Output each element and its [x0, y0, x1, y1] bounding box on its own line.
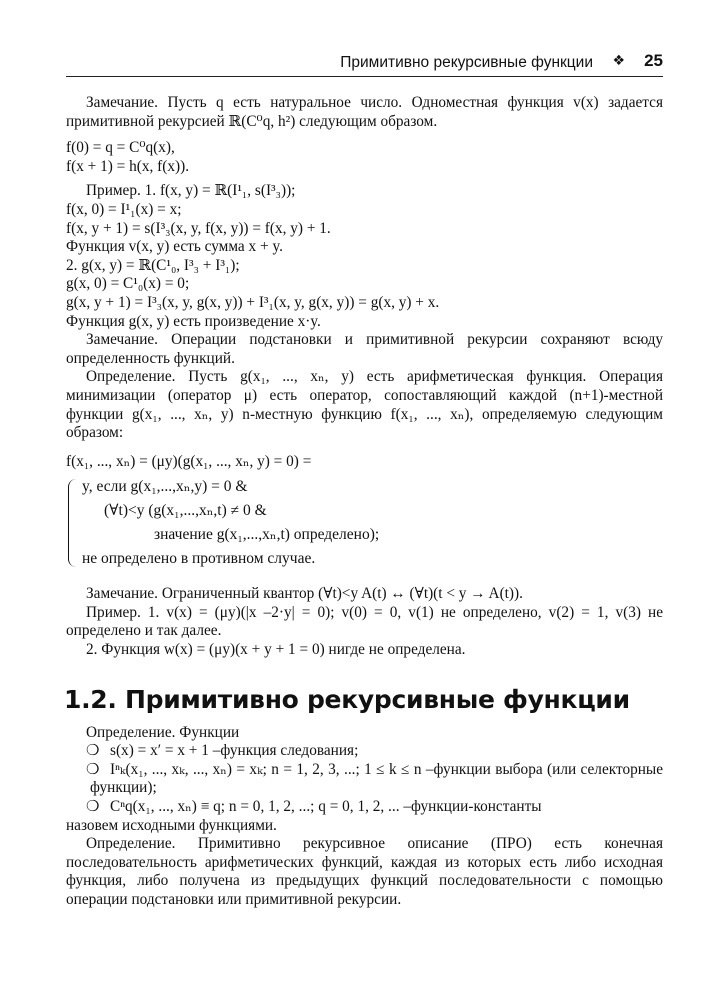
case-line: значение g(x₁,...,xₙ,t) определено); — [154, 526, 380, 544]
running-title: Примитивно рекурсивные функции — [340, 54, 593, 71]
remark-paragraph: Замечание. Пусть q есть натуральное число. Одноместная функция v(x) задается примитивной рекурсией ℝ(C⁰q, h²) следующим образом. — [66, 94, 663, 130]
list-item-text: Cⁿq(x₁, ..., xₙ) ≡ q; n = 0, 1, 2, ...; q = 0, 1, 2, ... –функции-константы — [110, 798, 542, 816]
formula-line: f(x, 0) = I¹₁(x) = x; — [66, 200, 182, 218]
recursion-block — [66, 139, 663, 176]
left-brace — [68, 479, 79, 567]
bullet-icon: ❍ — [86, 799, 100, 816]
definition-heading: Определение. Функции — [86, 723, 240, 741]
list-item-text: s(x) = x′ = x + 1 –функция следования; — [110, 742, 359, 760]
definition-paragraph: Определение. Примитивно рекурсивное описание (ПРО) есть конечная последовательность арифметических функций, каждая из которых есть либо исходная функция, либо получена из предыдущих функций последовательности с помощью операции подстановки или примитивной рекурсии. — [66, 835, 663, 908]
example-paragraph: 2. Функция w(x) = (μy)(x + y + 1 = 0) нигде не определена. — [86, 641, 466, 659]
bullet-icon: ❍ — [86, 761, 100, 778]
case-line: (∀t)<y (g(x₁,...,xₙ,t) ≠ 0 & — [104, 502, 267, 520]
formula-line: Пример. 1. f(x, y) = ℝ(I¹₁, s(I³₃)); — [86, 182, 296, 200]
page-number: 25 — [644, 51, 663, 70]
formula-line: 2. g(x, y) = ℝ(C¹₀, I³₃ + I³₁); — [66, 256, 240, 274]
bullet-icon: ❍ — [86, 743, 100, 760]
formula-line: g(x, y + 1) = I³₃(x, y, g(x, y)) + I³₁(x, y, g(x, y)) = g(x, y) + x. — [66, 293, 440, 311]
list-item — [66, 798, 663, 817]
formula-line: g(x, 0) = C¹₀(x) = 0; — [66, 275, 190, 293]
page-body — [66, 94, 663, 910]
remark-paragraph: Замечание. Операции подстановки и примитивной рекурсии сохраняют всюду определенность функций. — [66, 331, 663, 367]
formula-line: f(0) = q = C⁰q(x), — [66, 139, 175, 157]
formula-line: Функция g(x, y) есть произведение x·y. — [66, 312, 321, 330]
mu-formula: f(x₁, ..., xₙ) = (μy)(g(x₁, ..., xₙ, y) = 0) = — [66, 452, 312, 470]
list-item — [66, 761, 663, 798]
page-header — [66, 50, 663, 77]
case-line: y, если g(x₁,...,xₙ,y) = 0 & — [82, 478, 248, 496]
definition-tail: назовем исходными функциями. — [66, 816, 277, 834]
remark-paragraph: Замечание. Ограниченный квантор (∀t)<y A(t) ↔ (∀t)(t < y → A(t)). — [86, 585, 523, 603]
ornament-icon: ❖ — [612, 52, 625, 68]
formula-line: Функция v(x, y) есть сумма x + y. — [66, 238, 283, 256]
section-title: 1.2. Примитивно рекурсивные функции — [64, 684, 630, 714]
example-paragraph: Пример. 1. v(x) = (μy)(|x –2·y| = 0); v(0) = 0, v(1) не определено, v(2) = 1, v(3) не определено и так далее. — [66, 603, 663, 640]
definition-paragraph: Определение. Пусть g(x₁, ..., xₙ, y) есть арифметическая функция. Операция минимизации (оператор μ) есть оператор, сопоставляющий каждой (n+1)-местной функции g(x₁, ..., xₙ, y) n-местную функцию f(x₁, ..., xₙ), определяемую следующим образом: — [66, 368, 663, 442]
formula-line: f(x, y + 1) = s(I³₃(x, y, f(x, y)) = f(x, y) + 1. — [66, 219, 331, 237]
cases-block — [66, 475, 663, 571]
list-item-text: Iⁿₖ(x₁, ..., xₖ, ..., xₙ) = xₖ; n = 1, 2, 3, ...; 1 ≤ k ≤ n –функции выбора (или селекторные функции); — [90, 760, 663, 797]
list-item — [66, 742, 663, 761]
formula-line: f(x + 1) = h(x, f(x)). — [66, 157, 190, 175]
example-block — [66, 182, 663, 331]
case-line: не определено в противном случае. — [82, 550, 316, 568]
